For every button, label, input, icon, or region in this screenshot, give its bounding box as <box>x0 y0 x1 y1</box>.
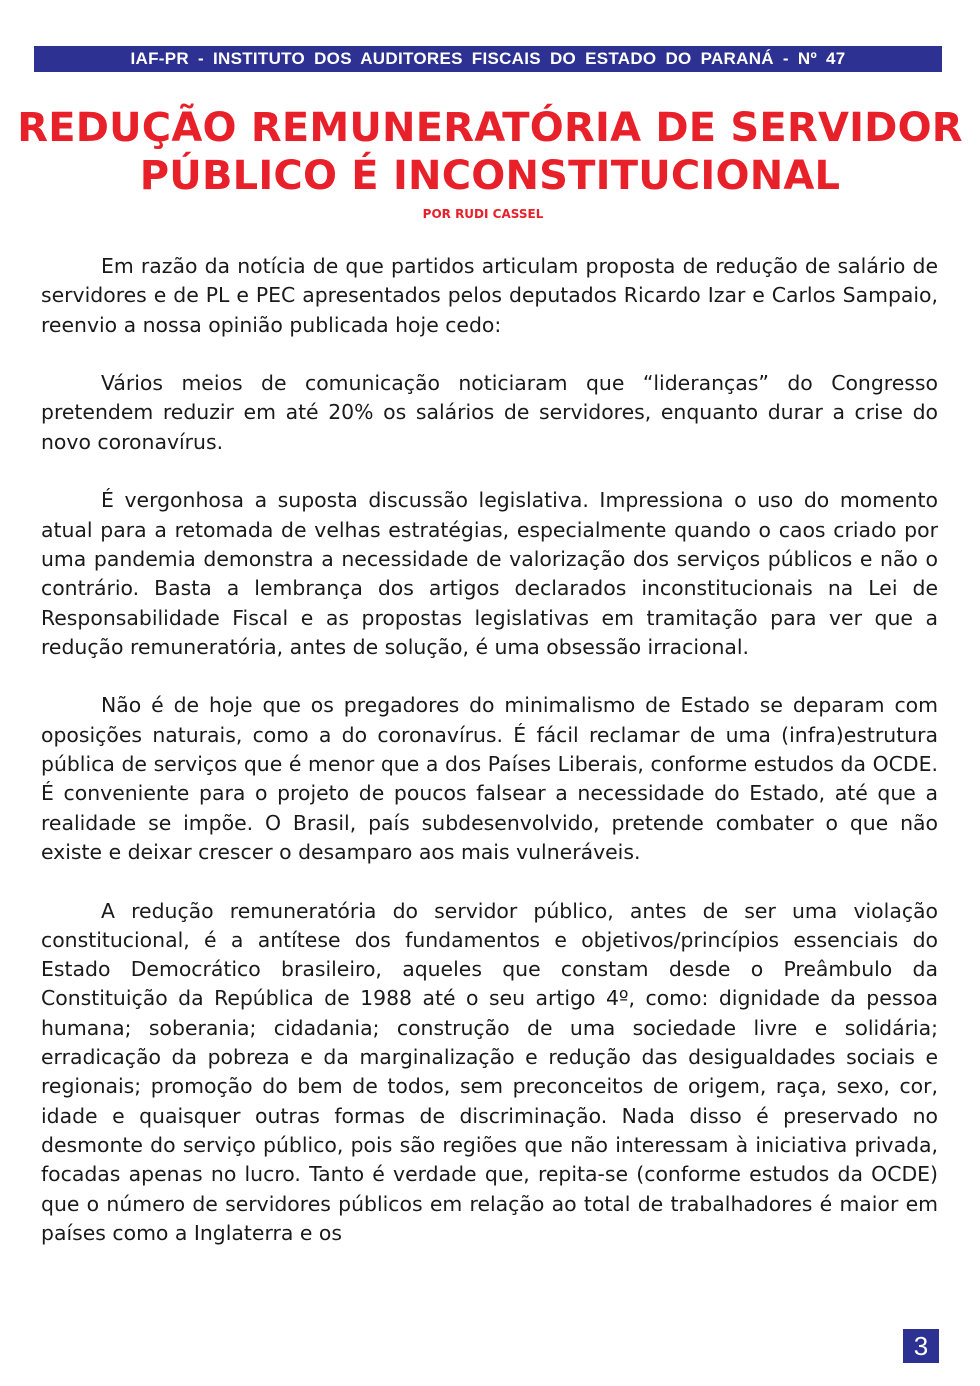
article-title-line-1: REDUÇÃO REMUNERATÓRIA DE SERVIDOR <box>17 105 963 151</box>
article-paragraph-2: Vários meios de comunicação noticiaram que “lideranças” do Congresso pretendem reduzir em até 20% os salários de servidores, enquanto durar a crise do novo coronavírus. <box>41 371 938 454</box>
article-title-line-2: PÚBLICO É INCONSTITUCIONAL <box>139 153 841 199</box>
article-byline: POR RUDI CASSEL <box>422 207 544 221</box>
publication-header-banner <box>34 46 942 72</box>
article-body <box>41 252 938 1277</box>
article-paragraph-5: A redução remuneratória do servidor público, antes de ser uma violação constitucional, é a antítese dos fundamentos e objetivos/princípios essenciais do Estado Democrático brasileiro, aqueles que constam desde o Preâmbulo da Constituição da República de 1988 até o seu artigo 4º, como: dignidade da pessoa humana; soberania; cidadania; construção de uma sociedade livre e solidária; erradicação da pobreza e da marginalização e redução das desigualdades sociais e regionais; promoção do bem de todos, sem preconceitos de origem, raça, sexo, cor, idade e quaisquer outras formas de discriminação. Nada disso é preservado no desmonte do serviço público, pois são regiões que não interessam à iniciativa privada, focadas apenas no lucro. Tanto é verdade que, repita-se (conforme estudos da OCDE) que o número de servidores públicos em relação ao total de trabalhadores é maior em países como a Inglaterra e os <box>41 898 938 1245</box>
article-paragraph-1: Em razão da notícia de que partidos articulam proposta de redução de salário de servidores e de PL e PEC apresentados pelos deputados Ricardo Izar e Carlos Sampaio, reenvio a nossa opinião publicada hoje cedo: <box>41 254 938 337</box>
article-paragraph-3: É vergonhosa a suposta discussão legislativa. Impressiona o uso do momento atual para a retomada de velhas estratégias, especialmente quando o caos criado por uma pandemia demonstra a necessidade de valorização dos serviços públicos e não o contrário. Basta a lembrança dos artigos declarados inconstitucionais na Lei de Responsabilidade Fiscal e as propostas legislativas em tramitação para ver que a redução remuneratória, antes de solução, é uma obsessão irracional. <box>41 488 938 659</box>
article-title <box>0 104 980 200</box>
publication-header-text: IAF-PR - INSTITUTO DOS AUDITORES FISCAIS DO ESTADO DO PARANÁ - Nº 47 <box>130 49 846 68</box>
page-number: 3 <box>913 1331 929 1361</box>
page-number-badge <box>903 1329 939 1363</box>
article-paragraph-4: Não é de hoje que os pregadores do minimalismo de Estado se deparam com oposições naturais, como a do coronavírus. É fácil reclamar de uma (infra)estrutura pública de serviços que é menor que a dos Países Liberais, conforme estudos da OCDE. É conveniente para o projeto de poucos falsear a necessidade do Estado, até que a realidade se impõe. O Brasil, país subdesenvolvido, pretende combater o que não existe e deixar crescer o desamparo aos mais vulneráveis. <box>41 693 938 864</box>
